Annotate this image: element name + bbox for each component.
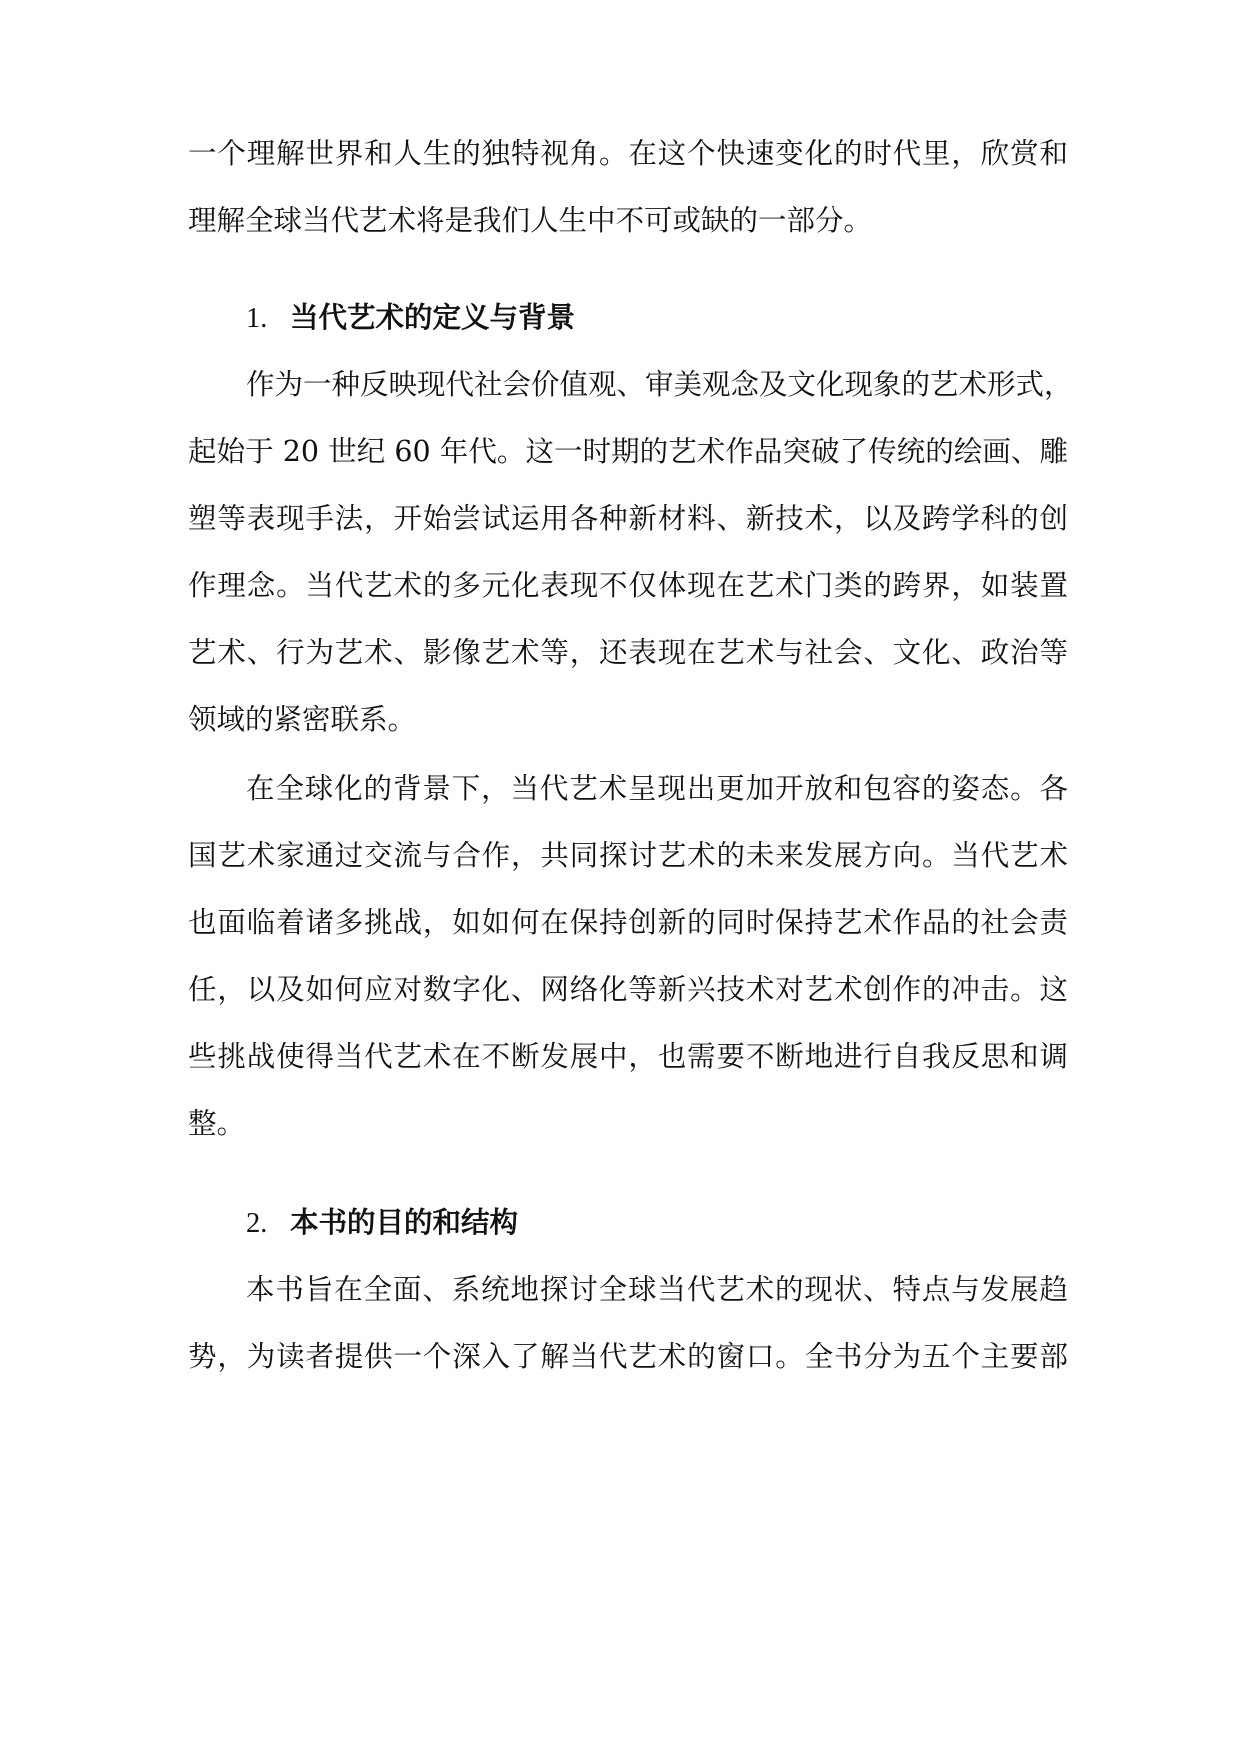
section-title: 当代艺术的定义与背景 <box>290 301 576 334</box>
paragraph-line: 领域的紧密联系。 <box>188 703 417 736</box>
paragraph-line: 作理念。当代艺术的多元化表现不仅体现在艺术门类的跨界，如装置 <box>188 569 1068 602</box>
paragraph-line: 任，以及如何应对数字化、网络化等新兴技术对艺术创作的冲击。这 <box>188 973 1068 1006</box>
paragraph-line: 些挑战使得当代艺术在不断发展中，也需要不断地进行自我反思和调 <box>188 1040 1068 1073</box>
paragraph-line: 国艺术家通过交流与合作，共同探讨艺术的未来发展方向。当代艺术 <box>188 839 1068 872</box>
section-heading-1 <box>246 298 575 338</box>
section-number: 1. <box>246 303 268 334</box>
paragraph-line: 起始于 20 世纪 60 年代。这一时期的艺术作品突破了传统的绘画、雕 <box>188 435 1068 468</box>
intro-line: 一个理解世界和人生的独特视角。在这个快速变化的时代里，欣赏和 <box>188 137 1068 170</box>
paragraph-line: 在全球化的背景下，当代艺术呈现出更加开放和包容的姿态。各 <box>246 772 1068 805</box>
paragraph-line: 艺术、行为艺术、影像艺术等，还表现在艺术与社会、文化、政治等 <box>188 636 1068 669</box>
paragraph-line: 作为一种反映现代社会价值观、审美观念及文化现象的艺术形式， <box>246 368 1073 401</box>
paragraph-line: 本书旨在全面、系统地探讨全球当代艺术的现状、特点与发展趋 <box>246 1273 1068 1306</box>
paragraph-line: 也面临着诸多挑战，如如何在保持创新的同时保持艺术作品的社会责 <box>188 906 1068 939</box>
paragraph-line: 整。 <box>188 1107 246 1140</box>
section-heading-2 <box>246 1203 518 1243</box>
section-number: 2. <box>246 1208 268 1239</box>
paragraph-line: 势，为读者提供一个深入了解当代艺术的窗口。全书分为五个主要部 <box>188 1340 1068 1373</box>
paragraph-line: 塑等表现手法，开始尝试运用各种新材料、新技术，以及跨学科的创 <box>188 502 1068 535</box>
section-title: 本书的目的和结构 <box>290 1206 519 1239</box>
intro-line: 理解全球当代艺术将是我们人生中不可或缺的一部分。 <box>188 204 873 237</box>
